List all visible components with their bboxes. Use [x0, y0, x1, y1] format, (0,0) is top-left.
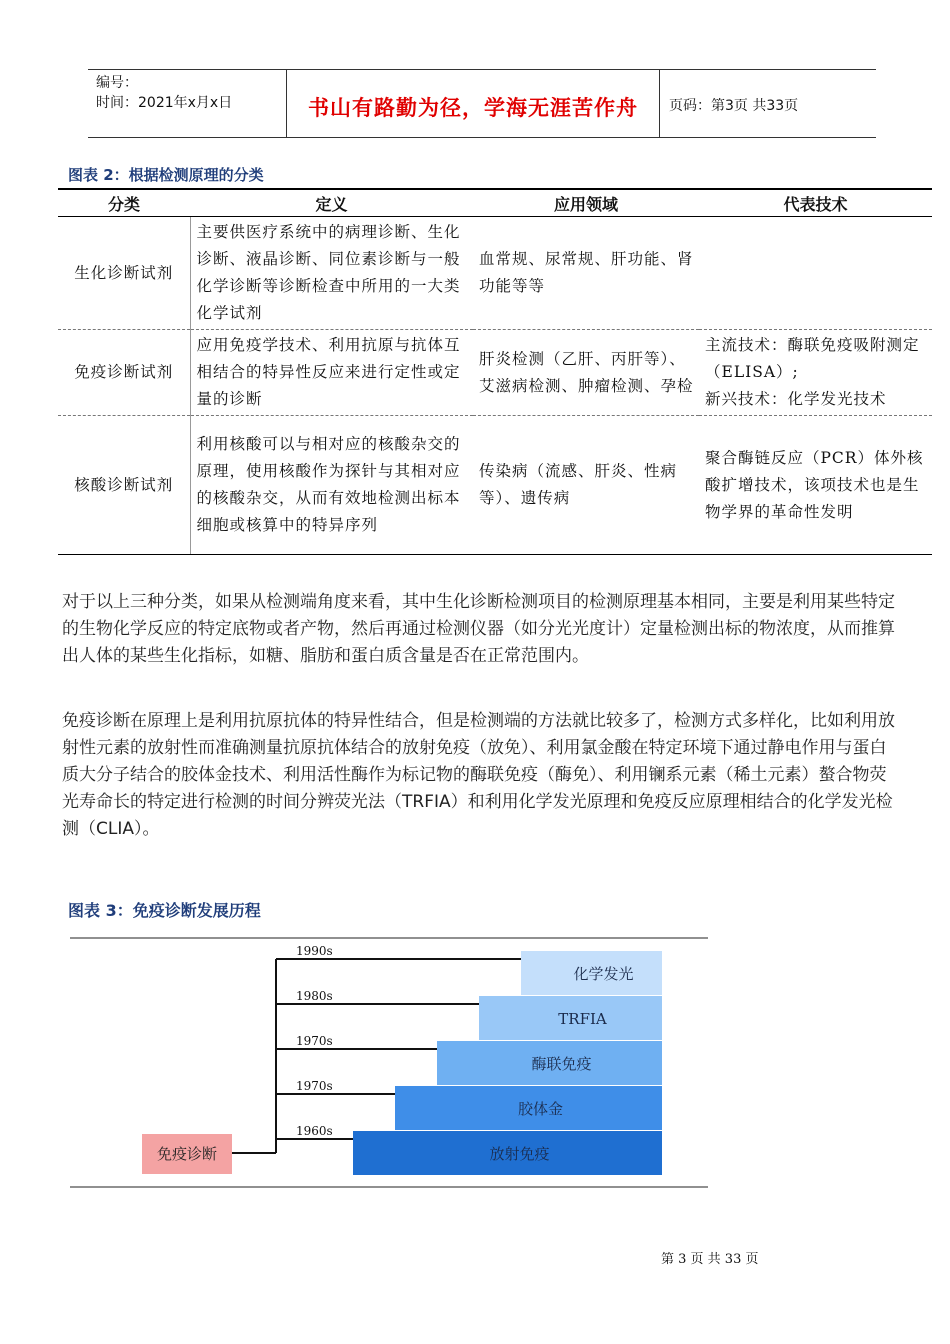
header-motto-cell	[286, 70, 660, 137]
decade-label: 1980s	[296, 989, 333, 1003]
decade-label: 1960s	[296, 1124, 333, 1138]
table-row	[58, 416, 932, 555]
figure3-title: 图表 3：免疫诊断发展历程	[68, 901, 261, 920]
time-label: 时间：2021年x月x日	[96, 95, 233, 111]
technology-cell	[699, 217, 932, 330]
technology-cell	[699, 330, 932, 416]
definition-cell: 应用免疫学技术、利用抗原与抗体互相结合的特异性反应来进行定性或定量的诊断	[190, 330, 473, 416]
category-cell: 生化诊断试剂	[58, 217, 190, 330]
definition-cell: 主要供医疗系统中的病理诊断、生化诊断、液晶诊断、同位素诊断与一般化学诊断等诊断检查中所用的一大类化学试剂	[190, 217, 473, 330]
paragraph-immuno: 免疫诊断在原理上是利用抗原抗体的特异性结合，但是检测端的方法就比较多了，检测方式多样化，比如利用放射性元素的放射性而准确测量抗原抗体结合的放射免疫（放免）、利用氯金酸在特定环境下通过静电作用与蛋白质大分子结合的胶体金技术、利用活性酶作为标记物的酶联免疫（酶免）、利用镧系元素（稀土元素）螯合物荧光寿命长的特定进行检测的时间分辨荧光法（TRFIA）和利用化学发光原理和免疫反应原理相结合的化学发光检测（CLIA）。	[62, 711, 895, 839]
application-cell: 血常规、尿常规、肝功能、肾功能等等	[473, 217, 699, 330]
column-header: 应用领域	[473, 189, 699, 217]
mainstream-tech: 主流技术：酶联免疫吸附测定（ELISA）;	[705, 336, 920, 381]
category-cell: 免疫诊断试剂	[58, 330, 190, 416]
page-footer: 第 3 页 共 33 页	[661, 1252, 759, 1267]
application-cell: 肝炎检测（乙肝、丙肝等）、艾滋病检测、肿瘤检测、孕检	[473, 330, 699, 416]
table-row	[58, 330, 932, 416]
page-label: 页码：第3页 共33页	[669, 98, 799, 114]
stage-label: 放射免疫	[489, 1145, 550, 1163]
table-header-row	[58, 189, 932, 217]
table-row	[58, 217, 932, 330]
technology-cell: 聚合酶链反应（PCR）体外核酸扩增技术，该项技术也是生物学界的革命性发明	[699, 416, 932, 555]
timeline-svg	[70, 935, 710, 1190]
stage-label: 胶体金	[517, 1100, 564, 1118]
classification-table	[58, 188, 932, 555]
column-header: 分类	[58, 189, 190, 217]
column-header: 代表技术	[699, 189, 932, 217]
application-cell: 传染病（流感、肝炎、性病等）、遗传病	[473, 416, 699, 555]
column-header: 定义	[190, 189, 473, 217]
stage-label: 酶联免疫	[531, 1055, 592, 1073]
figure2-title: 图表 2：根据检测原理的分类	[68, 166, 264, 184]
root-label: 免疫诊断	[156, 1145, 218, 1163]
header-meta	[88, 70, 286, 137]
number-label: 编号：	[96, 75, 138, 91]
emerging-tech: 新兴技术：化学发光技术	[705, 390, 887, 408]
stage-label: 化学发光	[573, 965, 634, 983]
paragraph-biochem: 对于以上三种分类，如果从检测端角度来看，其中生化诊断检测项目的检测原理基本相同，主要是利用某些特定的生物化学反应的特定底物或者产物，然后再通过检测仪器（如分光光度计）定量检测出标的物浓度，从而推算出人体的某些生化指标，如糖、脂肪和蛋白质含量是否在正常范围内。	[62, 592, 895, 666]
category-cell: 核酸诊断试剂	[58, 416, 190, 555]
page-header	[88, 69, 876, 138]
decade-label: 1990s	[296, 944, 333, 958]
decade-label: 1970s	[296, 1079, 333, 1093]
motto: 书山有路勤为径，学海无涯苦作舟	[308, 96, 638, 120]
stage-label: TRFIA	[558, 1010, 607, 1028]
header-page-cell	[659, 70, 876, 137]
definition-cell: 利用核酸可以与相对应的核酸杂交的原理，使用核酸作为探针与其相对应的核酸杂交，从而有效地检测出标本细胞或核算中的特异序列	[190, 416, 473, 555]
decade-label: 1970s	[296, 1034, 333, 1048]
immunodiagnosis-timeline	[70, 935, 710, 1190]
